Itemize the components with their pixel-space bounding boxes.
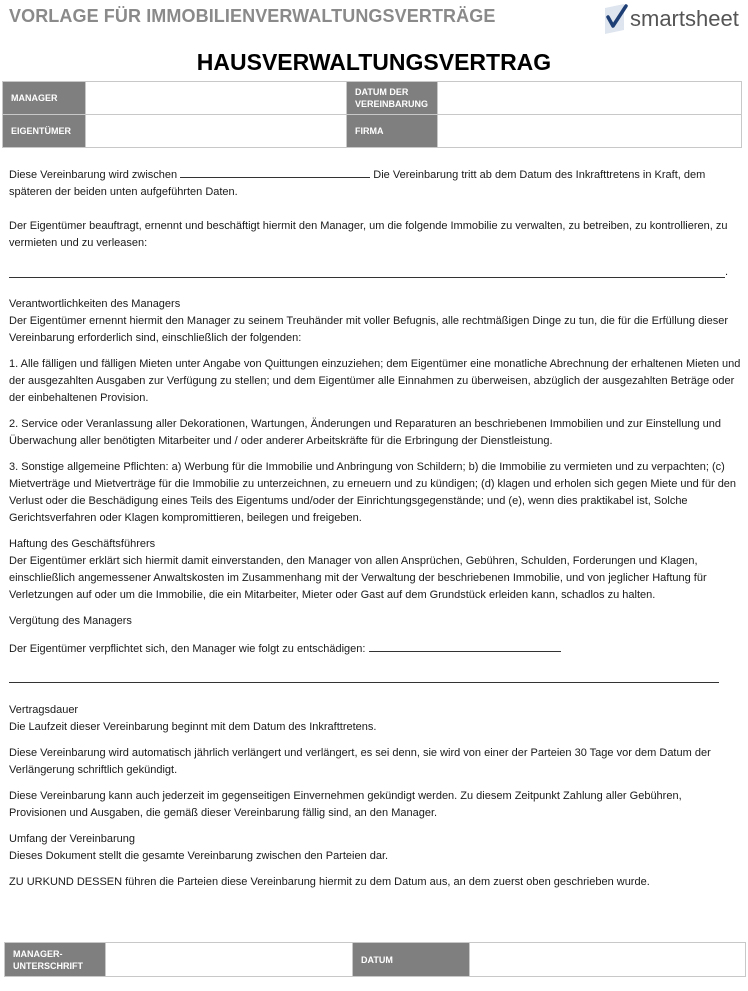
scope-paragraph: Dieses Dokument stellt die gesamte Vereinbarung zwischen den Parteien dar. [9, 850, 389, 862]
property-line[interactable] [9, 277, 725, 278]
signature-date-field[interactable] [470, 943, 746, 977]
document-title: HAUSVERWALTUNGSVERTRAG [196, 49, 552, 75]
template-title: VORLAGE FÜR IMMOBILIENVERWALTUNGSVERTRÄGE [9, 6, 496, 26]
agreement-body: Diese Vereinbarung wird zwischen Die Vereinbarung tritt ab dem Datum des Inkrafttretens in Kraft, dem späteren der beiden unten aufgeführten Daten. Der Eigentümer beauftragt, ernennt und beschäftigt hiermit den Manager, um die folgende Immobilie zu verwalten, zu betreiben, zu kontrollieren, zu vermieten und zu verleasen: . Verantwortlichkeiten des Managers Der Eigentümer ernennt hiermit den Manager zu seinem Treuhänder mit voller Befugnis, alle rechtmäßigen Dinge zu tun, die für die Erfüllung dieser Vereinbarung erforderlich sind, einschließlich der folgenden: 1. Alle fälligen und fälligen Mieten unter Angabe von Quittungen einzuziehen; dem Eigentümer eine monatliche Abrechnung der erhaltenen Mieten und der ausgezahlten Ausgaben zur Verfügung zu stellen; und dem Eigentümer alle Einnahmen zu überweisen, abzüglich der ausgezahlten Beträge oder der einbehaltenen Provision. 2. Service oder Veranlassung aller Dekorationen, Wartungen, Änderungen und Reparaturen an beschriebenen Immobilien und zur Einstellung und Überwachung aller benötigten Mitarbeiter und / oder anderer Arbeitskräfte für die Erbringung der Dienstleistung. 3. Sonstige allgemeine Pflichten: a) Werbung für die Immobilie und Anbringung von Schildern; b) die Immobilie zu vermieten und zu verpachten; (c) Mietverträge und Mietverträge für die Immobilie zu unterzeichnen, zu erneuern und zu kündigen; (d) klagen und erholen sich gegen Miete und für den Verlust oder die Beschädigung eines Teils des Eigentums und/oder der Einrichtungsgegenstände; und (e), wenn dies praktikabel ist, Solche Gerichtsverfahren oder Klagen kompromittieren, beilegen und freigeben. Haftung des Geschäftsführers Der Eigentümer erklärt sich hiermit damit einverstanden, den Manager von allen Ansprüchen, Gebühren, Schulden, Forderungen und Klagen, einschließlich angemessener Anwaltskosten im Zusammenhang mit der Verwaltung der beschriebenen Immobilie, und von jeglicher Haftung für Verletzungen auf oder um die Immobilie, die ein Mitarbeiter, Mieter oder Gast auf dem Grundstück erleiden kann, schadlos zu halten. Vergütung des Managers Der Eigentümer verpflichtet sich, den Manager wie folgt zu entschädigen: Vertragsdauer Die Laufzeit dieser Vereinbarung beginnt mit dem Datum des Inkrafttretens. Diese Vereinbarung wird automatisch jährlich verlängert und verlängert, es sei denn, sie wird von einer der Parteien 30 Tage vor dem Datum der Verlängerung schriftlich gekündigt. Diese Vereinbarung kann auch jederzeit im gegenseitigen Einvernehmen gekündigt werden. Zu diesem Zeitpunkt Zahlung aller Gebühren, Provisionen und Ausgaben, die gemäß dieser Vereinbarung fällig sind, an den Manager. Umfang der Vereinbarung Dieses Dokument stellt die gesamte Vereinbarung zwischen den Parteien dar. ZU URKUND DESSEN führen die Parteien diese Vereinbarung hiermit zu dem Datum aus, an dem zuerst oben geschrieben wurde. [9, 165, 741, 891]
agreement-date-field[interactable] [438, 82, 742, 115]
signature-date-label: DATUM [353, 943, 470, 977]
owner-field[interactable] [86, 115, 347, 148]
responsibilities-paragraph: Der Eigentümer ernennt hiermit den Manager zu seinem Treuhänder mit voller Befugnis, alle rechtmäßigen Dinge zu tun, die für die Erfüllung dieser Vereinbarung erforderlich sind, einschließlich der folgenden: [9, 315, 729, 344]
term-paragraph-1: Die Laufzeit dieser Vereinbarung beginnt mit dem Datum des Inkrafttretens. [9, 721, 377, 733]
company-field[interactable] [438, 115, 742, 148]
appointment-paragraph: Der Eigentümer beauftragt, ernennt und beschäftigt hiermit den Manager, um die folgende Immobilie zu verwalten, zu betreiben, zu kontrollieren, zu vermieten und zu verleasen: [9, 220, 728, 249]
parties-blank[interactable] [180, 165, 370, 178]
header-table [2, 81, 742, 148]
term-paragraph-3: Diese Vereinbarung kann auch jederzeit im gegenseitigen Einvernehmen gekündigt werden. Zu diesem Zeitpunkt Zahlung aller Gebühren, Provisionen und Ausgaben, die gemäß dieser Vereinbarung fällig sind, an den Manager. [9, 790, 682, 819]
term-heading: Vertragsdauer [9, 704, 79, 716]
smartsheet-logo [602, 2, 742, 36]
liability-paragraph: Der Eigentümer erklärt sich hiermit damit einverstanden, den Manager von allen Ansprüchen, Gebühren, Schulden, Forderungen und Klagen, einschließlich angemessener Anwaltskosten im Zusammenhang mit der Verwaltung der beschriebenen Immobilie, und von jeglicher Haftung für Verletzungen auf oder um die Immobilie, die ein Mitarbeiter, Mieter oder Gast auf dem Grundstück erleiden kann, schadlos zu halten. [9, 555, 707, 601]
brand-name: smartsheet [630, 6, 739, 31]
witness-paragraph: ZU URKUND DESSEN führen die Parteien diese Vereinbarung hiermit zu dem Datum aus, an dem zuerst oben geschrieben wurde. [9, 876, 650, 888]
duty-item-1: 1. Alle fälligen und fälligen Mieten unter Angabe von Quittungen einzuziehen; dem Eigentümer eine monatliche Abrechnung der erhaltenen Mieten und der ausgezahlten Ausgaben zur Verfügung zu stellen; und dem Eigentümer alle Einnahmen zu überweisen, abzüglich der ausgezahlten Beträge oder der einbehaltenen Provision. [9, 358, 741, 404]
compensation-blank[interactable] [369, 639, 561, 652]
intro-paragraph: Diese Vereinbarung wird zwischen Die Vereinbarung tritt ab dem Datum des Inkrafttretens in Kraft, dem späteren der beiden unten aufgeführten Daten. [9, 165, 741, 201]
term-paragraph-2: Diese Vereinbarung wird automatisch jährlich verlängert und verlängert, es sei denn, sie wird von einer der Parteien 30 Tage vor dem Datum der Verlängerung schriftlich gekündigt. [9, 747, 711, 776]
signature-table [4, 942, 746, 977]
company-label: FIRMA [347, 115, 438, 148]
liability-heading: Haftung des Geschäftsführers [9, 538, 156, 550]
owner-label: EIGENTÜMER [3, 115, 86, 148]
duty-item-2: 2. Service oder Veranlassung aller Dekorationen, Wartungen, Änderungen und Reparaturen an beschriebenen Immobilien und zur Einstellung und Überwachung aller benötigten Mitarbeiter und / oder anderer Arbeitskräfte für die Erbringung der Dienstleistung. [9, 418, 721, 447]
duty-item-3: 3. Sonstige allgemeine Pflichten: a) Werbung für die Immobilie und Anbringung von Schildern; b) die Immobilie zu vermieten und zu verpachten; (c) Mietverträge und Mietverträge für die Immobilie zu unterzeichnen, zu erneuern und zu kündigen; (d) klagen und erholen sich gegen Miete und für den Verlust oder die Beschädigung eines Teils des Eigentums und/oder der Einrichtungsgegenstände; und (e), wenn dies praktikabel ist, Solche Gerichtsverfahren oder Klagen kompromittieren, beilegen und freigeben. [9, 461, 737, 524]
manager-field[interactable] [86, 82, 347, 115]
responsibilities-heading: Verantwortlichkeiten des Managers [9, 298, 181, 310]
compensation-heading: Vergütung des Managers [9, 615, 132, 627]
manager-label: MANAGER [3, 82, 86, 115]
compensation-line[interactable] [9, 682, 719, 683]
compensation-paragraph: Der Eigentümer verpflichtet sich, den Manager wie folgt zu entschädigen: [9, 639, 741, 658]
agreement-date-label: DATUM DER VEREINBARUNG [347, 82, 438, 115]
manager-signature-field[interactable] [106, 943, 353, 977]
manager-signature-label: MANAGER- UNTERSCHRIFT [5, 943, 106, 977]
scope-heading: Umfang der Vereinbarung [9, 833, 135, 845]
smartsheet-check-icon [602, 2, 632, 36]
